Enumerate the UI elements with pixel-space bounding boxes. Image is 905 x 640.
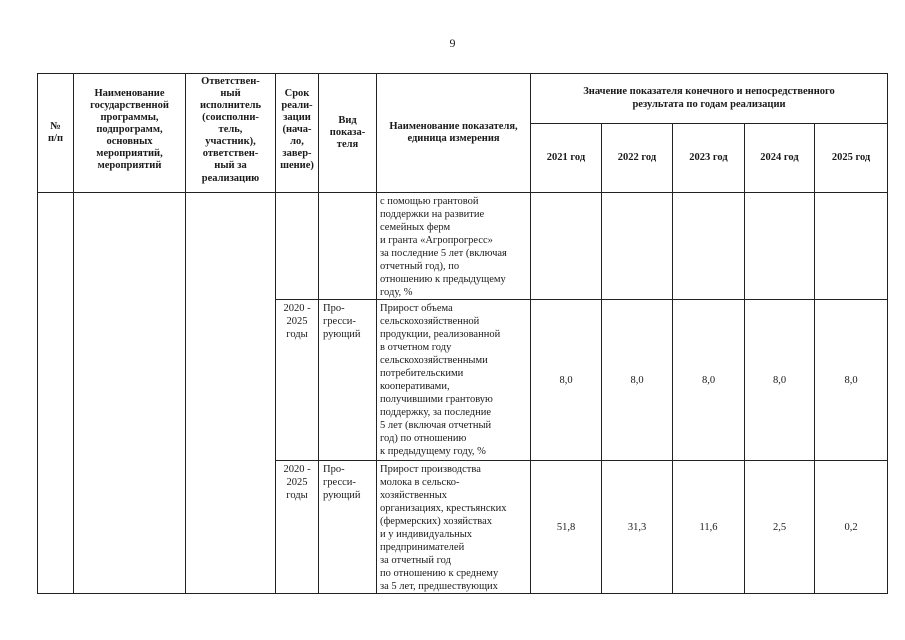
cell-value-2021: 51,8 (531, 461, 602, 594)
cell-value-2021 (531, 193, 602, 300)
cell-program (74, 193, 186, 594)
cell-term (276, 193, 319, 300)
cell-value-2021: 8,0 (531, 300, 602, 461)
cell-value-2022: 8,0 (602, 300, 673, 461)
header-term: Срок реали- зации (нача- ло, завер- шение) (276, 74, 319, 193)
cell-value-2022 (602, 193, 673, 300)
cell-value-2025: 0,2 (815, 461, 888, 594)
cell-value-2023: 8,0 (673, 300, 745, 461)
header-values-group: Значение показателя конечного и непосредственного результата по годам реализации (531, 74, 888, 124)
header-num: № п/п (38, 74, 74, 193)
cell-value-2024 (745, 193, 815, 300)
cell-term: 2020 - 2025 годы (276, 461, 319, 594)
header-indicator: Наименование показателя, единица измерения (377, 74, 531, 193)
header-year-2025: 2025 год (815, 124, 888, 193)
cell-value-2023 (673, 193, 745, 300)
header-year-2023: 2023 год (673, 124, 745, 193)
page-number: 9 (449, 36, 456, 50)
header-kind: Вид показа- теля (319, 74, 377, 193)
cell-value-2024: 2,5 (745, 461, 815, 594)
cell-executor (186, 193, 276, 594)
cell-num (38, 193, 74, 594)
table-row (38, 193, 888, 300)
cell-value-2022: 31,3 (602, 461, 673, 594)
cell-kind (319, 193, 377, 300)
header-year-2024: 2024 год (745, 124, 815, 193)
cell-value-2023: 11,6 (673, 461, 745, 594)
cell-value-2024: 8,0 (745, 300, 815, 461)
header-program: Наименование государственной программы, подпрограмм, основных мероприятий, мероприятий (74, 74, 186, 193)
cell-indicator: Прирост производства молока в сельско- хозяйственных организациях, крестьянских (фермерских) хозяйствах и у индивидуальных предпринимателей за отчетный год по отношению к среднему за 5 лет, предшествующих (377, 461, 531, 594)
cell-value-2025 (815, 193, 888, 300)
cell-indicator: Прирост объема сельскохозяйственной продукции, реализованной в отчетном году сельскохозяйственными потребительскими кооперативами, получившими грантовую поддержку, за последние 5 лет (включая отчетный год) по отношению к предыдущему году, % (377, 300, 531, 461)
header-year-2021: 2021 год (531, 124, 602, 193)
cell-kind: Про- гресси- рующий (319, 300, 377, 461)
header-year-2022: 2022 год (602, 124, 673, 193)
header-row (38, 74, 888, 124)
cell-term: 2020 - 2025 годы (276, 300, 319, 461)
header-executor: Ответствен- ный исполнитель (соисполни- тель, участник), ответствен- ный за реализацию (186, 74, 276, 193)
cell-value-2025: 8,0 (815, 300, 888, 461)
indicator-table (37, 73, 888, 594)
cell-indicator: с помощью грантовой поддержки на развитие семейных ферм и гранта «Агропрогресс» за последние 5 лет (включая отчетный год), по отношению к предыдущему году, % (377, 193, 531, 300)
cell-kind: Про- гресси- рующий (319, 461, 377, 594)
